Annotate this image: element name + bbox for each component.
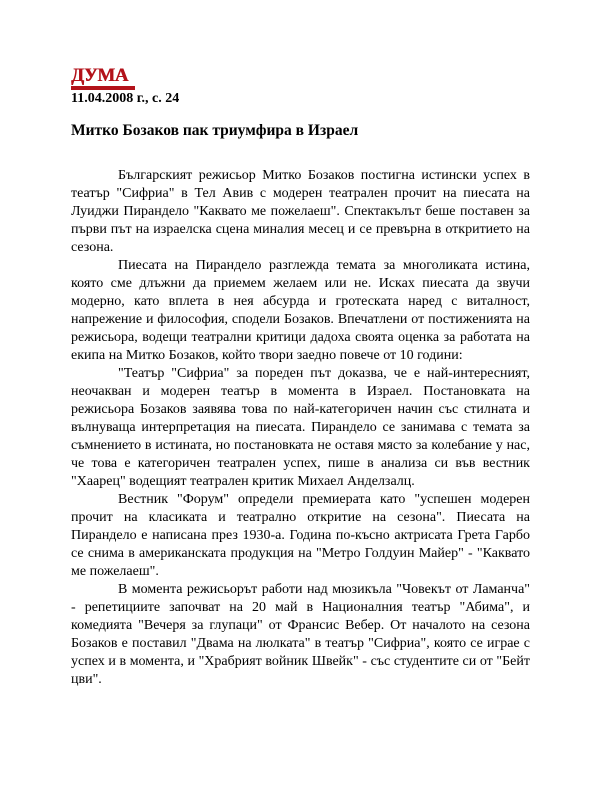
article-body: [71, 165, 530, 689]
newspaper-logo: [71, 67, 135, 89]
article-paragraph: Пиесата на Пирандело разглежда темата за многоликата истина, която сме длъжни да приемем желаем или не. Исках пиесата да звучи модерно, като вплета в нея абсурда и гротеската наред с виталност, напрежение и философия, сподели Бозаков. Впечатлени от постиженията на режисьора, водещи театрални критици дадоха своята оценка за работата на екипа на Митко Бозаков, който твори заедно повече от 10 години:: [71, 258, 530, 363]
article-paragraph: В момента режисьорът работи над мюзикъла "Човекът от Ламанча" - репетициите започват на 20 май в Националния театър "Абима", и комедията "Вечеря за глупаци" от Франсис Вебер. От началото на сезона Бозаков е поставил "Двама на люлката" в театър "Сифриа", която се играе с успех и в момента, и "Храбрият войник Швейк" - със студентите си от "Бейт цви".: [71, 582, 530, 687]
article-headline: Митко Бозаков пак триумфира в Израел: [71, 122, 359, 139]
publication-date: 11.04.2008 г., с. 24: [71, 91, 180, 106]
logo-wordmark: ДУМА: [71, 65, 128, 86]
article-paragraph: Вестник "Форум" определи премиерата като "успешен модерен прочит на класиката и театрално откритие на сезона". Пиесата на Пирандело е написана през 1930-а. Година по-късно актрисата Грета Гарбо се снима в американската продукция на "Метро Голдуин Майер" - "Каквато ме пожелаеш".: [71, 492, 530, 579]
article-paragraph: Българският режисьор Митко Бозаков постигна истински успех в театър "Сифриа" в Тел Авив с модерен театрален прочит на пиесата на Луиджи Пирандело "Каквато ме пожелаеш". Спектакълът беше поставен за първи път на израелска сцена миналия месец и се превърна в откритието на сезона.: [71, 168, 530, 255]
article-paragraph: "Театър "Сифриа" за пореден път доказва, че е най-интересният, неочакван и модерен театър в момента в Израел. Постановката на режисьора Бозаков заявява това по най-категоричен начин със стилната и вълнуваща интерпретация на пиесата. Пирандело се занимава с темата за съмнението в истината, но постановката не оставя място за колебание у нас, че това е категоричен театрален успех, пише в анализа си във вестник "Хаарец" водещият театрален критик Михаел Анделзалц.: [71, 366, 530, 489]
